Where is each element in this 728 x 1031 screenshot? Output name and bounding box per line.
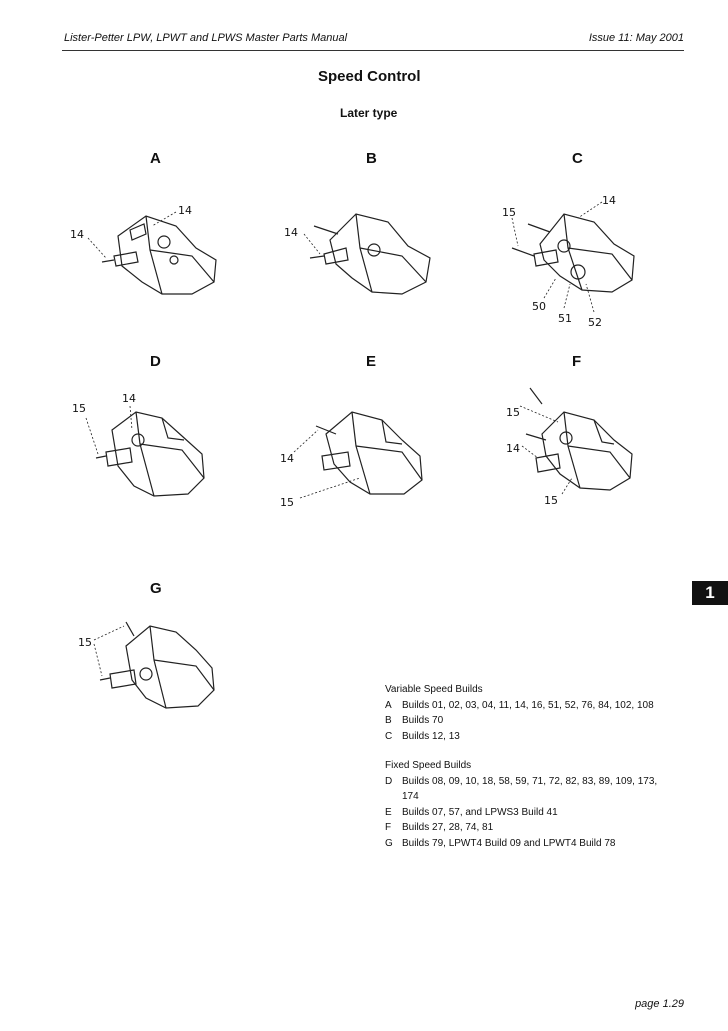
speed-control-illustration-e xyxy=(278,396,458,546)
section-tab: 1 xyxy=(692,581,728,605)
figure-label-f: F xyxy=(572,353,582,370)
callout-15: 15 xyxy=(72,402,86,415)
speed-control-illustration-a xyxy=(66,190,246,340)
drawing-d xyxy=(66,390,246,540)
speed-control-illustration-f xyxy=(502,382,682,532)
variable-speed-heading: Variable Speed Builds xyxy=(385,684,483,695)
callout-52: 52 xyxy=(588,316,602,329)
callout-14-left: 14 xyxy=(70,228,84,241)
legend-row-c xyxy=(385,729,665,745)
drawing-e xyxy=(278,396,458,546)
header-divider xyxy=(62,50,684,51)
callout-14: 14 xyxy=(280,452,294,465)
legend-key: G xyxy=(385,837,393,849)
page-number: page 1.29 xyxy=(635,998,684,1010)
callout-15: 15 xyxy=(280,496,294,509)
speed-control-illustration-b xyxy=(280,190,460,340)
legend-text: Builds 08, 09, 10, 18, 58, 59, 71, 72, 82, 83, 89, 109, 173, 174 xyxy=(402,775,658,802)
fixed-speed-heading: Fixed Speed Builds xyxy=(385,760,472,771)
legend-key: F xyxy=(385,822,392,833)
page-title: Speed Control xyxy=(318,68,421,85)
drawing-c xyxy=(498,188,678,338)
legend-row-b xyxy=(385,713,665,729)
callout-50: 50 xyxy=(532,300,546,313)
drawing-g xyxy=(72,610,252,760)
legend-text: Builds 70 xyxy=(402,715,444,726)
callout-14: 14 xyxy=(122,392,136,405)
legend-text: Builds 12, 13 xyxy=(402,730,460,742)
callout-14: 14 xyxy=(284,226,298,239)
figure-label-e: E xyxy=(366,353,377,370)
drawing-b xyxy=(280,190,460,340)
page-header xyxy=(64,32,684,50)
callout-15-top: 15 xyxy=(506,406,520,419)
callout-15-bottom: 15 xyxy=(544,494,558,507)
speed-control-illustration-c xyxy=(498,188,678,338)
issue-label: Issue 11: May 2001 xyxy=(588,32,684,44)
legend-key: C xyxy=(385,730,393,742)
legend-text: Builds 07, 57, and LPWS3 Build 41 xyxy=(402,806,558,818)
figure-label-b: B xyxy=(366,150,377,167)
legend-key: B xyxy=(385,715,392,726)
callout-15: 15 xyxy=(78,636,92,649)
callout-14-top: 14 xyxy=(178,204,192,217)
legend-row-f xyxy=(385,820,665,836)
speed-control-illustration-d xyxy=(66,390,246,540)
figure-label-d: D xyxy=(150,353,161,370)
page-subtitle: Later type xyxy=(340,106,398,120)
figure-label-c: C xyxy=(572,150,583,167)
callout-14: 14 xyxy=(602,194,616,207)
callout-15: 15 xyxy=(502,206,516,219)
speed-control-illustration-g xyxy=(72,610,252,760)
legend-row-g xyxy=(385,836,665,852)
legend-text: Builds 79, LPWT4 Build 09 and LPWT4 Build 78 xyxy=(402,837,616,849)
drawing-f xyxy=(502,382,682,532)
legend-text: Builds 01, 02, 03, 04, 11, 14, 16, 51, 52, 76, 84, 102, 108 xyxy=(402,699,654,711)
legend-row-a xyxy=(385,698,665,714)
figure-label-a: A xyxy=(150,150,161,167)
callout-51: 51 xyxy=(558,312,572,325)
legend-row-e xyxy=(385,805,665,821)
drawing-a xyxy=(66,190,246,340)
legend-key: D xyxy=(385,775,393,787)
legend-text: Builds 27, 28, 74, 81 xyxy=(402,822,494,833)
legend-key: A xyxy=(385,699,392,711)
figure-label-g: G xyxy=(150,580,162,597)
callout-14: 14 xyxy=(506,442,520,455)
legend-key: E xyxy=(385,806,392,818)
manual-title: Lister-Petter LPW, LPWT and LPWS Master Parts Manual xyxy=(64,32,348,44)
build-legend xyxy=(385,682,665,851)
legend-row-d xyxy=(385,774,665,805)
